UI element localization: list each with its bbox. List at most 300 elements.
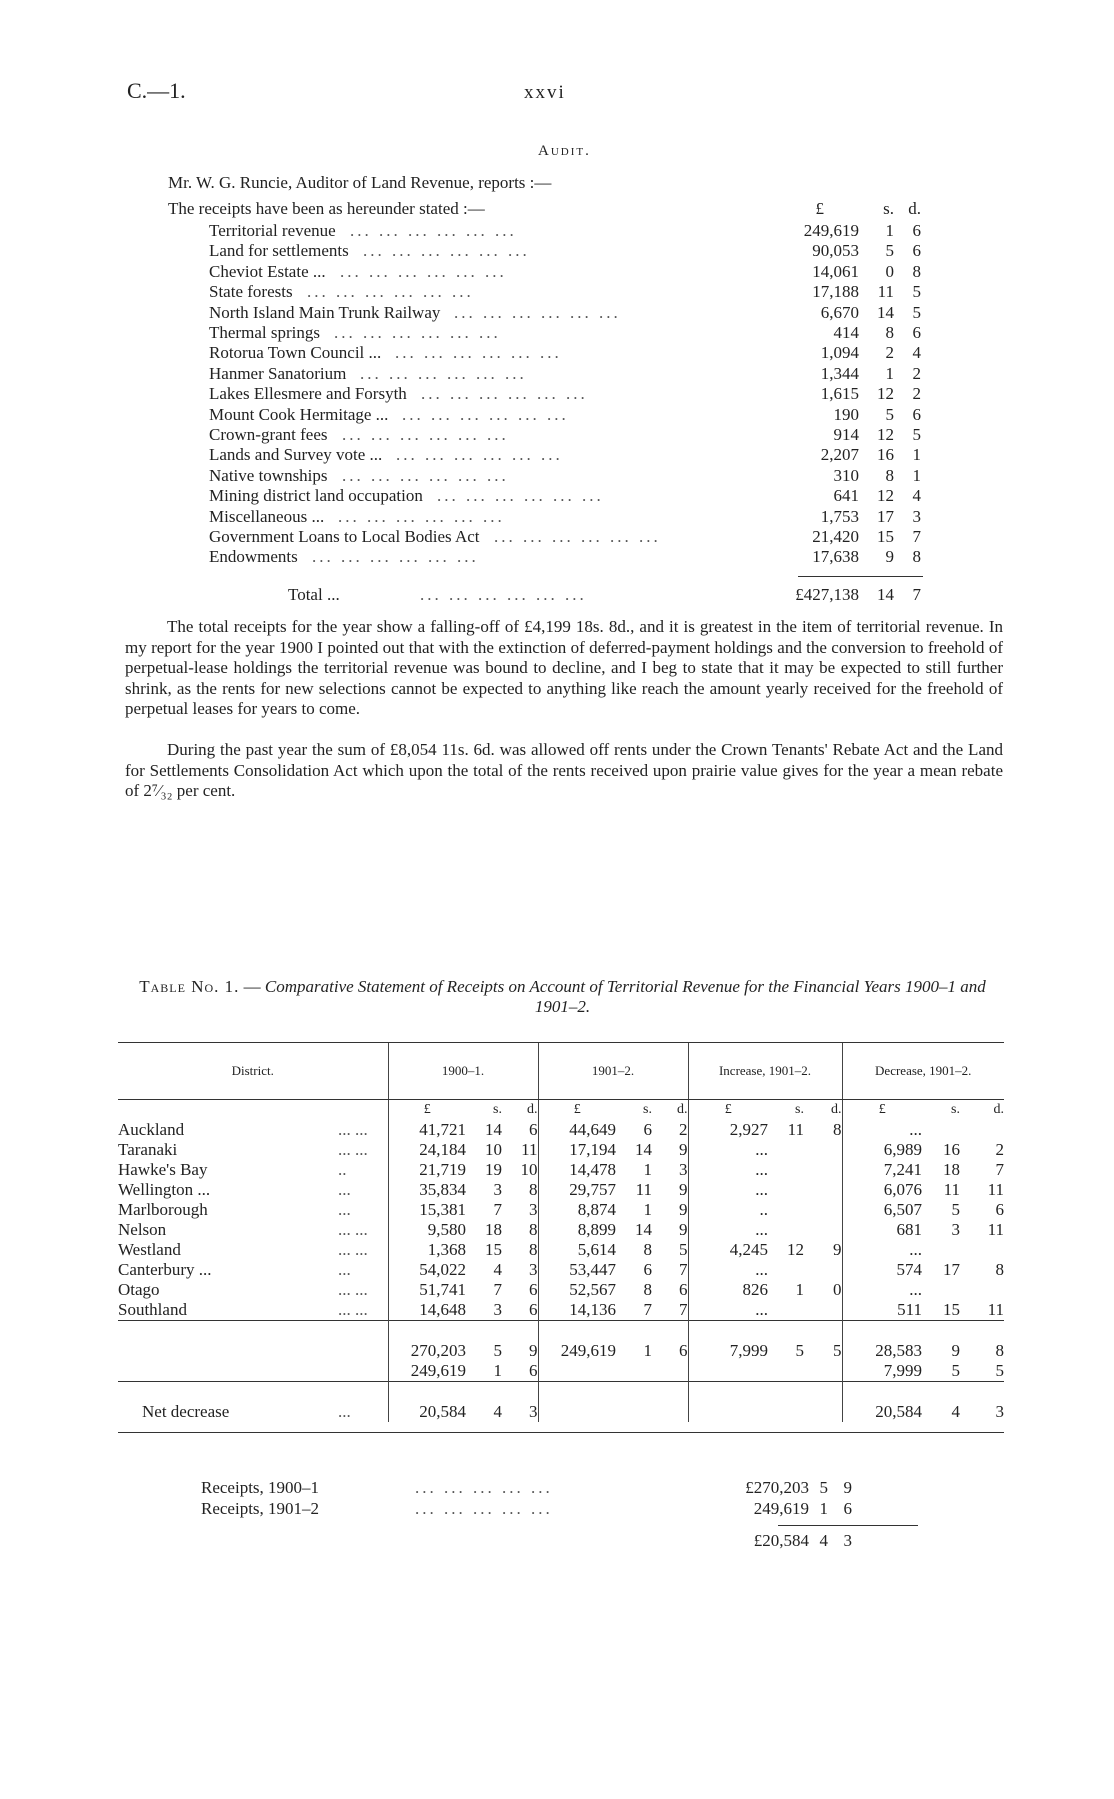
amount-pence: 9 <box>679 1200 688 1219</box>
summary-dots: ... ... ... ... ... <box>415 1478 553 1497</box>
amount-pence <box>960 1240 1004 1260</box>
amount-shillings: 15 <box>485 1240 502 1259</box>
unit-shillings: s. <box>795 1102 804 1117</box>
leader-dots: ... ... ... ... ... ... <box>338 506 505 526</box>
leader-dots: ... ... ... ... ... ... <box>334 323 501 342</box>
amount-shillings: 18 <box>485 1220 502 1239</box>
receipt-row <box>0 486 1114 506</box>
district-row <box>118 1220 1004 1240</box>
amount-shillings: 16 <box>943 1140 960 1159</box>
amount-pounds: 826 <box>688 1280 768 1300</box>
unit-pence: d. <box>993 1102 1004 1117</box>
amount-pounds: ... <box>842 1240 922 1260</box>
district-name: Nelson <box>118 1220 167 1239</box>
unit-shillings: s. <box>493 1102 502 1117</box>
district-name: Canterbury ... <box>118 1260 212 1279</box>
unit-pence: d. <box>677 1102 688 1117</box>
amount-shillings: 4 <box>493 1260 502 1279</box>
receipt-pence: 5 <box>912 425 921 444</box>
sum-cell: 5 <box>795 1341 804 1360</box>
amount-shillings <box>922 1120 960 1140</box>
district-name: Southland <box>118 1300 187 1319</box>
receipt-label: Rotorua Town Council ... <box>209 343 382 363</box>
amount-pence: 11 <box>987 1300 1004 1319</box>
receipt-label: Crown-grant fees <box>209 425 328 444</box>
report-paragraph-2 <box>125 740 1003 802</box>
amount-pence <box>804 1200 842 1220</box>
receipt-pounds: 1,344 <box>820 363 859 383</box>
amount-shillings <box>768 1200 804 1220</box>
sum-cell: 9 <box>951 1341 960 1360</box>
district-row <box>118 1200 1004 1220</box>
receipt-shillings: 16 <box>877 445 894 465</box>
receipt-row <box>0 425 1114 445</box>
amount-pence: 11 <box>521 1140 538 1159</box>
amount-pounds: ... <box>688 1180 768 1200</box>
amount-pounds: 6,076 <box>842 1180 922 1200</box>
sum-cell: 8 <box>995 1341 1004 1360</box>
receipt-pounds: 17,638 <box>812 547 859 567</box>
unit-pounds: £ <box>688 1100 768 1121</box>
leader-dots: ... ... ... ... ... ... <box>312 547 479 567</box>
receipt-pounds: 1,094 <box>820 343 859 363</box>
table-label: Table No. 1. <box>139 977 240 996</box>
amount-pence: 5 <box>679 1240 688 1259</box>
amount-shillings: 3 <box>493 1300 502 1319</box>
unit-pounds: £ <box>538 1100 616 1121</box>
amount-shillings: 15 <box>943 1300 960 1319</box>
receipt-shillings: 0 <box>885 261 894 281</box>
receipt-pounds: 17,188 <box>812 282 859 302</box>
sum-cell: 5 <box>995 1361 1004 1380</box>
amount-pence: 7 <box>679 1300 688 1319</box>
diff-pounds: £20,584 <box>753 1531 809 1550</box>
amount-pence: 8 <box>529 1220 538 1239</box>
amount-pence: 9 <box>679 1180 688 1199</box>
total-dots: ... ... ... ... ... ... <box>420 585 587 604</box>
district-row <box>118 1160 1004 1180</box>
amount-shillings <box>768 1180 804 1200</box>
amount-shillings: 3 <box>493 1180 502 1199</box>
receipt-row <box>0 445 1114 465</box>
receipt-pounds: 2,207 <box>820 445 859 465</box>
receipt-label: Hanmer Sanatorium <box>209 363 347 383</box>
sum-cell: 270,203 <box>388 1341 466 1361</box>
receipt-row <box>0 527 1114 547</box>
net-cell: 3 <box>529 1402 538 1421</box>
summary-rule <box>778 1525 918 1526</box>
district-dots: ... ... <box>338 1140 368 1159</box>
receipt-pounds: 414 <box>833 323 859 342</box>
amount-pounds: 1,368 <box>388 1240 466 1260</box>
leader-dots: ... ... ... ... ... ... <box>402 404 569 424</box>
receipt-row <box>0 241 1114 261</box>
receipt-pounds: 1,615 <box>820 384 859 404</box>
amount-pounds: ... <box>688 1220 768 1240</box>
amount-pence: 8 <box>995 1260 1004 1279</box>
amount-shillings <box>768 1140 804 1160</box>
amount-pence: 8 <box>529 1240 538 1259</box>
summary-pounds: £270,203 <box>745 1478 809 1497</box>
summary-pounds: 249,619 <box>753 1499 809 1518</box>
amount-pounds: ... <box>688 1300 768 1321</box>
amount-pounds: 2,927 <box>688 1120 768 1140</box>
total-label: Total ... <box>288 585 340 604</box>
summary-shillings: 1 <box>819 1499 828 1518</box>
receipt-pounds: 641 <box>833 486 859 506</box>
leader-dots: ... ... ... ... ... ... <box>454 302 621 322</box>
summary-label: Receipts, 1901–2 <box>201 1499 320 1518</box>
unit-pounds: £ <box>388 1100 466 1121</box>
receipt-label: Mount Cook Hermitage ... <box>209 404 389 424</box>
amount-shillings: 7 <box>643 1300 652 1319</box>
receipt-pounds: 1,753 <box>820 506 859 526</box>
receipt-pounds: 190 <box>833 404 859 424</box>
receipt-label: North Island Main Trunk Railway <box>209 302 441 322</box>
amount-pounds: 681 <box>842 1220 922 1240</box>
district-dots: ... ... <box>338 1220 368 1239</box>
amount-pounds: 14,648 <box>388 1300 466 1321</box>
amount-pence: 0 <box>833 1280 842 1299</box>
amount-pounds: ... <box>842 1280 922 1300</box>
net-decrease-row <box>118 1402 1004 1422</box>
amount-shillings <box>768 1260 804 1280</box>
district-name: Hawke's Bay <box>118 1160 208 1179</box>
amount-pence: 3 <box>679 1160 688 1179</box>
amount-pounds: 9,580 <box>388 1220 466 1240</box>
amount-pounds: 17,194 <box>538 1140 616 1160</box>
comparison-table <box>118 1042 1004 1433</box>
receipt-pence: 6 <box>912 221 921 240</box>
amount-pounds: 41,721 <box>388 1120 466 1140</box>
receipt-pence: 4 <box>912 486 921 506</box>
receipt-shillings: 17 <box>877 506 894 526</box>
district-name: Marlborough <box>118 1200 208 1219</box>
sum-cell: 5 <box>833 1341 842 1360</box>
amount-pence <box>804 1180 842 1200</box>
amount-pounds: 21,719 <box>388 1160 466 1180</box>
diff-pence: 3 <box>843 1531 852 1550</box>
receipt-label: Native townships <box>209 465 328 485</box>
receipt-shillings: 1 <box>885 221 894 240</box>
receipt-row <box>0 323 1114 343</box>
amount-shillings: 8 <box>643 1280 652 1299</box>
leader-dots: ... ... ... ... ... ... <box>421 384 588 404</box>
receipt-shillings: 8 <box>885 465 894 485</box>
amount-pounds: 35,834 <box>388 1180 466 1200</box>
receipt-row <box>0 466 1114 486</box>
summary-pence: 6 <box>843 1499 852 1518</box>
receipt-label: Lands and Survey vote ... <box>209 445 383 465</box>
leader-dots: ... ... ... ... ... ... <box>437 486 604 506</box>
receipt-shillings: 11 <box>877 282 894 302</box>
unit-shillings: s. <box>643 1102 652 1117</box>
receipt-label: Endowments <box>209 547 298 567</box>
amount-pence: 10 <box>520 1160 538 1179</box>
receipt-pence: 6 <box>912 323 921 342</box>
receipt-shillings: 15 <box>877 527 894 546</box>
receipt-pence: 5 <box>912 302 921 322</box>
amount-shillings: 12 <box>787 1240 804 1259</box>
col-1901-2: 1901–2. <box>538 1043 688 1100</box>
amount-shillings: 3 <box>951 1220 960 1239</box>
leader-dots: ... ... ... ... ... ... <box>396 445 563 465</box>
district-name: Taranaki <box>118 1140 178 1159</box>
receipt-shillings: 12 <box>877 425 894 444</box>
receipt-pence: 1 <box>912 445 921 465</box>
amount-shillings: 19 <box>485 1160 502 1179</box>
unit-pounds: £ <box>842 1100 922 1121</box>
amount-pence: 6 <box>529 1280 538 1299</box>
amount-shillings: 8 <box>643 1240 652 1259</box>
amount-pence <box>804 1160 842 1180</box>
col-increase: Increase, 1901–2. <box>688 1043 842 1100</box>
unit-pence: d. <box>831 1102 842 1117</box>
sum-row-1 <box>118 1321 1004 1342</box>
receipt-pounds: 90,053 <box>812 241 859 261</box>
receipt-pounds: 21,420 <box>812 527 859 546</box>
summary-pence: 9 <box>843 1478 852 1497</box>
unit-row <box>118 1100 1004 1121</box>
amount-pounds: 574 <box>842 1260 922 1280</box>
amount-pounds: 7,241 <box>842 1160 922 1180</box>
intro-line: Mr. W. G. Runcie, Auditor of Land Revenue, reports :— <box>168 173 552 192</box>
receipt-pounds: 249,619 <box>803 221 859 240</box>
amount-pence: 8 <box>529 1180 538 1199</box>
leader-dots: ... ... ... ... ... ... <box>340 261 507 281</box>
receipt-row <box>0 303 1114 323</box>
amount-shillings: 10 <box>485 1140 502 1159</box>
sum-row-totals <box>118 1341 1004 1361</box>
district-name: Otago <box>118 1280 160 1299</box>
receipt-row <box>0 262 1114 282</box>
receipt-pence: 8 <box>912 261 921 281</box>
amount-shillings: 18 <box>943 1160 960 1179</box>
amount-shillings: 1 <box>643 1160 652 1179</box>
district-dots: ... ... <box>338 1120 368 1139</box>
amount-pounds: 14,478 <box>538 1160 616 1180</box>
amount-pence <box>960 1280 1004 1300</box>
amount-pounds: 5,614 <box>538 1240 616 1260</box>
col-1900-1: 1900–1. <box>388 1043 538 1100</box>
amount-pounds: 8,899 <box>538 1220 616 1240</box>
receipt-pence: 6 <box>912 241 921 261</box>
district-dots: ... <box>338 1180 351 1199</box>
table-caption <box>120 977 1005 1017</box>
sum-cell: 249,619 <box>538 1341 616 1361</box>
leader-dots: ... ... ... ... ... ... <box>307 282 474 302</box>
amount-pence <box>804 1260 842 1280</box>
net-cell: 3 <box>995 1402 1004 1421</box>
summary-row <box>0 1478 1114 1498</box>
receipt-pounds: 6,670 <box>820 302 859 322</box>
district-row <box>118 1280 1004 1300</box>
summary-dots: ... ... ... ... ... <box>415 1499 553 1518</box>
district-name: Wellington ... <box>118 1180 211 1199</box>
amount-shillings: 11 <box>787 1120 804 1139</box>
amount-pounds: ... <box>842 1120 922 1140</box>
receipt-row <box>0 364 1114 384</box>
amount-pounds: 15,381 <box>388 1200 466 1220</box>
page-reference: C.—1. <box>127 78 186 103</box>
leader-dots: ... ... ... ... ... ... <box>350 221 517 240</box>
net-cell: 20,584 <box>842 1402 922 1422</box>
amount-pounds: 53,447 <box>538 1260 616 1280</box>
district-row <box>118 1240 1004 1260</box>
receipt-shillings: 5 <box>885 241 894 261</box>
net-dots: ... <box>338 1402 351 1421</box>
sum-cell: 9 <box>529 1341 538 1360</box>
col-district: District. <box>118 1043 388 1100</box>
net-spacer <box>118 1382 1004 1403</box>
page-number: xxvi <box>524 82 566 103</box>
total-rule <box>798 576 923 577</box>
amount-pounds: 6,989 <box>842 1140 922 1160</box>
district-name: Westland <box>118 1240 181 1259</box>
amount-shillings: 1 <box>643 1200 652 1219</box>
amount-pounds: ... <box>688 1140 768 1160</box>
amount-pounds: 52,567 <box>538 1280 616 1300</box>
receipt-label: Land for settlements <box>209 241 349 261</box>
district-row <box>118 1140 1004 1160</box>
leader-dots: ... ... ... ... ... ... <box>342 425 509 444</box>
receipt-pence: 1 <box>912 465 921 485</box>
amount-pence: 7 <box>679 1260 688 1279</box>
amount-pounds: 24,184 <box>388 1140 466 1160</box>
amount-pence: 8 <box>833 1120 842 1139</box>
summary-label: Receipts, 1900–1 <box>201 1478 320 1497</box>
amount-pounds: 44,649 <box>538 1120 616 1140</box>
sum-cell: 6 <box>679 1341 688 1360</box>
amount-shillings: 11 <box>635 1180 652 1199</box>
amount-pence <box>804 1220 842 1240</box>
receipt-label: State forests <box>209 282 293 302</box>
receipt-shillings: 2 <box>885 343 894 363</box>
receipt-pounds: 310 <box>833 465 859 485</box>
amount-pounds: 8,874 <box>538 1200 616 1220</box>
sum-row-deduct <box>118 1361 1004 1382</box>
receipt-shillings: 12 <box>877 486 894 506</box>
receipt-shillings: 14 <box>877 302 894 322</box>
amount-pence <box>804 1140 842 1160</box>
amount-shillings <box>768 1300 804 1321</box>
receipt-pounds: 14,061 <box>812 261 859 281</box>
receipt-shillings: 1 <box>885 363 894 383</box>
receipt-pounds: 914 <box>833 425 859 444</box>
amount-pence: 6 <box>529 1120 538 1139</box>
sum-cell: 1 <box>643 1341 652 1360</box>
amount-pounds: ... <box>688 1260 768 1280</box>
receipt-shillings: 5 <box>885 404 894 424</box>
sum-cell: 7,999 <box>842 1361 922 1382</box>
total-pounds: £427,138 <box>795 585 859 604</box>
net-cell: 20,584 <box>388 1402 466 1422</box>
receipt-pence: 2 <box>912 384 921 404</box>
sum-cell: 7,999 <box>688 1341 768 1361</box>
total-shillings: 14 <box>877 585 894 604</box>
amount-pence: 6 <box>995 1200 1004 1219</box>
unit-shillings: s. <box>951 1102 960 1117</box>
amount-pence: 6 <box>679 1280 688 1299</box>
amount-pence: 9 <box>679 1220 688 1239</box>
amount-pence: 2 <box>679 1120 688 1139</box>
receipt-pence: 6 <box>912 404 921 424</box>
receipt-row <box>0 384 1114 404</box>
district-row <box>118 1120 1004 1140</box>
paragraph-text: During the past year the sum of £8,054 11s. 6d. was allowed off rents under the Crown Tenants' Rebate Act and the Land for Settlements Consolidation Act which upon the total of the rents received upon prairie value gives for the year a mean rebate of 2⁷⁄₃₂ per cent. <box>125 740 1003 800</box>
net-label: Net decrease <box>142 1402 230 1421</box>
amount-shillings <box>768 1160 804 1180</box>
receipt-pence: 4 <box>912 343 921 363</box>
col-decrease: Decrease, 1901–2. <box>842 1043 1004 1100</box>
sum-cell: 5 <box>493 1341 502 1360</box>
receipt-label: Territorial revenue <box>209 221 336 240</box>
receipt-pence: 3 <box>912 506 921 526</box>
leader-dots: ... ... ... ... ... ... <box>342 465 509 485</box>
receipt-row <box>0 221 1114 241</box>
district-dots: ... ... <box>338 1240 368 1259</box>
amount-pence <box>960 1120 1004 1140</box>
amount-pence: 11 <box>987 1220 1004 1239</box>
amount-pounds: 14,136 <box>538 1300 616 1321</box>
amount-pounds: .. <box>688 1200 768 1220</box>
leader-dots: ... ... ... ... ... ... <box>395 343 562 363</box>
sum-cell: 249,619 <box>388 1361 466 1382</box>
leader-dots: ... ... ... ... ... ... <box>360 363 527 383</box>
sum-cell: 28,583 <box>842 1341 922 1361</box>
district-dots: ... ... <box>338 1280 368 1299</box>
receipt-row <box>0 547 1114 567</box>
section-heading: Audit. <box>538 143 591 159</box>
receipt-pence: 5 <box>912 282 921 302</box>
amount-shillings: 11 <box>943 1180 960 1199</box>
amount-pounds: 51,741 <box>388 1280 466 1300</box>
unit-pounds: £ <box>815 199 824 218</box>
receipt-row <box>0 282 1114 302</box>
amount-pence: 7 <box>995 1160 1004 1179</box>
amount-pence: 3 <box>529 1260 538 1279</box>
receipt-pence: 7 <box>912 527 921 546</box>
receipt-shillings: 8 <box>885 323 894 342</box>
district-row <box>118 1180 1004 1200</box>
amount-pence: 9 <box>833 1240 842 1259</box>
amount-shillings: 14 <box>485 1120 502 1139</box>
unit-pence: d. <box>527 1102 538 1117</box>
summary-row <box>0 1499 1114 1519</box>
sum-cell: 1 <box>493 1361 502 1380</box>
unit-shillings: s. <box>883 199 894 218</box>
amount-shillings: 17 <box>943 1260 960 1279</box>
sum-cell: 6 <box>529 1361 538 1380</box>
receipts-unit-row <box>0 199 1114 219</box>
receipt-shillings: 12 <box>877 384 894 404</box>
amount-shillings: 7 <box>493 1280 502 1299</box>
table-title: Comparative Statement of Receipts on Account of Territorial Revenue for the Financial Years 1900–1 and 1901–2. <box>264 977 986 1016</box>
receipt-row <box>0 405 1114 425</box>
amount-pounds: 6,507 <box>842 1200 922 1220</box>
net-cell: 4 <box>951 1402 960 1421</box>
receipt-pence: 8 <box>912 547 921 567</box>
amount-shillings: 1 <box>795 1280 804 1299</box>
amount-shillings: 14 <box>635 1140 652 1159</box>
district-dots: ... <box>338 1200 351 1219</box>
amount-pence: 11 <box>987 1180 1004 1199</box>
amount-shillings: 6 <box>643 1120 652 1139</box>
intro-line-2: The receipts have been as hereunder stated :— <box>168 199 485 218</box>
receipt-label: Lakes Ellesmere and Forsyth <box>209 384 407 404</box>
district-dots: ... ... <box>338 1300 368 1319</box>
receipt-row <box>0 507 1114 527</box>
